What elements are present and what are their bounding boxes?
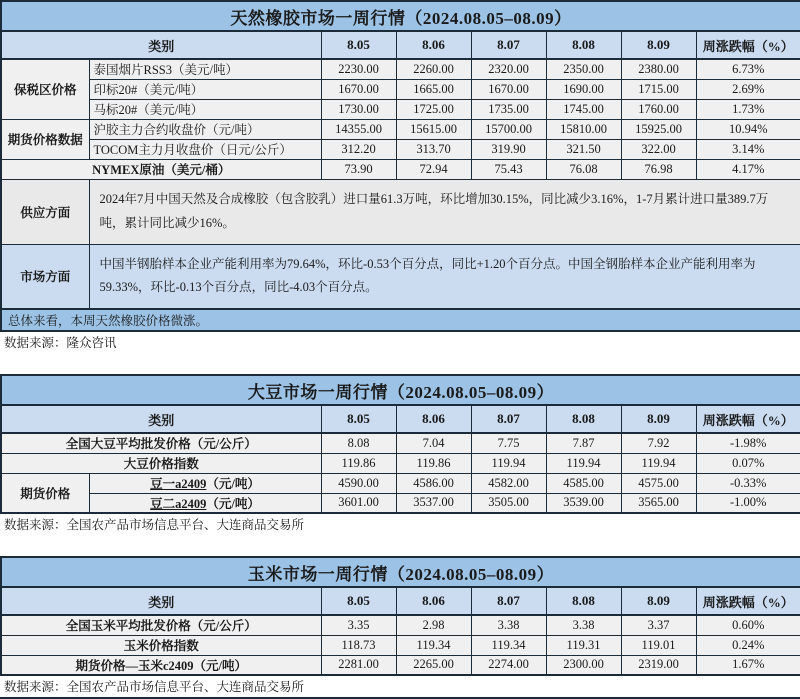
change-cell: 10.94%: [696, 119, 800, 139]
row-label: 全国玉米平均批发价格（元/公斤）: [1, 615, 321, 635]
column-header-date-5: 8.09: [621, 31, 696, 59]
change-cell: 6.73%: [696, 59, 800, 79]
change-cell: 1.73%: [696, 99, 800, 119]
column-header-date-4: 8.08: [546, 31, 621, 59]
table-row: [1, 119, 800, 139]
value-cell: 3537.00: [396, 493, 471, 513]
value-cell: 15615.00: [396, 119, 471, 139]
table-row: [1, 453, 800, 473]
table-row: [1, 59, 800, 79]
table-row: [1, 139, 800, 159]
value-cell: 119.31: [546, 635, 621, 655]
value-cell: 4586.00: [396, 473, 471, 493]
column-header-date-1: 8.05: [321, 31, 396, 59]
value-cell: 7.87: [546, 433, 621, 453]
value-cell: 1725.00: [396, 99, 471, 119]
value-cell: 313.70: [396, 139, 471, 159]
group-label-futures: 期货价格数据: [1, 119, 89, 159]
column-header-weekly-change: 周涨跌幅（%）: [696, 587, 800, 615]
row-label: 大豆价格指数: [1, 453, 321, 473]
row-label-unit: （元/吨）: [206, 496, 260, 511]
row-label: [89, 493, 321, 513]
change-cell: 2.69%: [696, 79, 800, 99]
value-cell: 322.00: [621, 139, 696, 159]
value-cell: 75.43: [471, 159, 546, 179]
row-label-nymex: NYMEX原油（美元/桶）: [1, 159, 321, 179]
column-header-date-1: 8.05: [321, 405, 396, 433]
value-cell: 15925.00: [621, 119, 696, 139]
group-label-futures: 期货价格: [1, 473, 89, 513]
value-cell: 119.94: [546, 453, 621, 473]
table-row: [1, 159, 800, 179]
value-cell: 2319.00: [621, 655, 696, 675]
change-cell: -0.33%: [696, 473, 800, 493]
change-cell: 0.60%: [696, 615, 800, 635]
change-cell: 0.24%: [696, 635, 800, 655]
column-header-date-4: 8.08: [546, 587, 621, 615]
column-header-date-5: 8.09: [621, 405, 696, 433]
soybean-table-title: 大豆市场一周行情（2024.08.05–08.09）: [1, 375, 800, 405]
value-cell: 72.94: [396, 159, 471, 179]
value-cell: 8.08: [321, 433, 396, 453]
table-row: [1, 79, 800, 99]
rubber-market-table: [0, 0, 800, 332]
table-row: [1, 615, 800, 635]
value-cell: 1670.00: [321, 79, 396, 99]
value-cell: 2380.00: [621, 59, 696, 79]
column-header-weekly-change: 周涨跌幅（%）: [696, 31, 800, 59]
value-cell: 119.86: [396, 453, 471, 473]
value-cell: 2260.00: [396, 59, 471, 79]
table-row: [1, 635, 800, 655]
value-cell: 118.73: [321, 635, 396, 655]
corn-source-note: 数据来源：全国农产品市场信息平台、大连商品交易所: [0, 676, 800, 699]
value-cell: 2265.00: [396, 655, 471, 675]
note-text-market: 中国半钢胎样本企业产能利用率为79.64%，环比-0.53个百分点，同比+1.20个百分点。中国全钢胎样本企业产能利用率为59.33%，环比-0.13个百分点，同比-4.03个百分点。: [89, 244, 800, 309]
value-cell: 119.94: [621, 453, 696, 473]
row-label: 全国大豆平均批发价格（元/公斤）: [1, 433, 321, 453]
value-cell: 1730.00: [321, 99, 396, 119]
value-cell: 4582.00: [471, 473, 546, 493]
value-cell: 3.35: [321, 615, 396, 635]
row-label-unit: （元/吨）: [206, 477, 260, 491]
value-cell: 7.75: [471, 433, 546, 453]
value-cell: 3601.00: [321, 493, 396, 513]
value-cell: 119.34: [471, 635, 546, 655]
market-note-row: [1, 244, 800, 309]
soybean-source-note: 数据来源：全国农产品市场信息平台、大连商品交易所: [0, 514, 800, 536]
column-header-date-2: 8.06: [396, 587, 471, 615]
value-cell: 1745.00: [546, 99, 621, 119]
value-cell: 73.90: [321, 159, 396, 179]
value-cell: 3539.00: [546, 493, 621, 513]
value-cell: 4585.00: [546, 473, 621, 493]
note-text-supply: 2024年7月中国天然及合成橡胶（包含胶乳）进口量61.3万吨，环比增加30.15%，同比减少3.16%，1-7月累计进口量389.7万吨，累计同比减少16%。: [89, 179, 800, 244]
row-label-contract: 豆一a2409: [150, 477, 207, 491]
value-cell: 2274.00: [471, 655, 546, 675]
value-cell: 1735.00: [471, 99, 546, 119]
value-cell: 119.94: [471, 453, 546, 473]
change-cell: -1.00%: [696, 493, 800, 513]
value-cell: 15700.00: [471, 119, 546, 139]
column-header-date-3: 8.07: [471, 31, 546, 59]
value-cell: 312.20: [321, 139, 396, 159]
column-header-category: 类别: [1, 405, 321, 433]
column-header-weekly-change: 周涨跌幅（%）: [696, 405, 800, 433]
value-cell: 119.01: [621, 635, 696, 655]
table-row: [1, 493, 800, 513]
row-label-contract: 豆二a2409: [150, 496, 207, 511]
value-cell: 15810.00: [546, 119, 621, 139]
row-label: 玉米价格指数: [1, 635, 321, 655]
value-cell: 3.37: [621, 615, 696, 635]
value-cell: 7.04: [396, 433, 471, 453]
value-cell: 2320.00: [471, 59, 546, 79]
supply-note-row: [1, 179, 800, 244]
value-cell: 119.34: [396, 635, 471, 655]
value-cell: 2.98: [396, 615, 471, 635]
value-cell: 2230.00: [321, 59, 396, 79]
change-cell: -1.98%: [696, 433, 800, 453]
value-cell: 1670.00: [471, 79, 546, 99]
column-header-date-2: 8.06: [396, 31, 471, 59]
value-cell: 2350.00: [546, 59, 621, 79]
value-cell: 14355.00: [321, 119, 396, 139]
change-cell: 1.67%: [696, 655, 800, 675]
value-cell: 76.98: [621, 159, 696, 179]
value-cell: 3.38: [546, 615, 621, 635]
table-row: [1, 473, 800, 493]
change-cell: 3.14%: [696, 139, 800, 159]
value-cell: 1665.00: [396, 79, 471, 99]
note-label-supply: 供应方面: [1, 179, 89, 244]
soybean-market-table: [0, 374, 800, 514]
value-cell: 3505.00: [471, 493, 546, 513]
corn-table-title: 玉米市场一周行情（2024.08.05–08.09）: [1, 557, 800, 587]
table-row: [1, 99, 800, 119]
row-label: [89, 473, 321, 493]
value-cell: 76.08: [546, 159, 621, 179]
table-row: [1, 655, 800, 675]
column-header-date-5: 8.09: [621, 587, 696, 615]
change-cell: 0.07%: [696, 453, 800, 473]
value-cell: 4575.00: [621, 473, 696, 493]
column-header-date-1: 8.05: [321, 587, 396, 615]
value-cell: 3.38: [471, 615, 546, 635]
value-cell: 119.86: [321, 453, 396, 473]
rubber-source-note: 数据来源：隆众咨讯: [0, 332, 800, 354]
column-header-date-3: 8.07: [471, 587, 546, 615]
column-header-date-4: 8.08: [546, 405, 621, 433]
change-cell: 4.17%: [696, 159, 800, 179]
column-header-date-3: 8.07: [471, 405, 546, 433]
value-cell: 1760.00: [621, 99, 696, 119]
row-label: 期货价格—玉米c2409（元/吨）: [1, 655, 321, 675]
column-header-date-2: 8.06: [396, 405, 471, 433]
row-label: 泰国烟片RSS3（美元/吨）: [89, 59, 321, 79]
column-header-category: 类别: [1, 31, 321, 59]
table-row: [1, 433, 800, 453]
row-label: 马标20#（美元/吨）: [89, 99, 321, 119]
value-cell: 319.90: [471, 139, 546, 159]
value-cell: 2300.00: [546, 655, 621, 675]
value-cell: 2281.00: [321, 655, 396, 675]
summary-text: 总体来看，本周天然橡胶价格微涨。: [1, 309, 800, 331]
note-label-market: 市场方面: [1, 244, 89, 309]
row-label: 印标20#（美元/吨）: [89, 79, 321, 99]
row-label: TOCOM主力月收盘价（日元/公斤）: [89, 139, 321, 159]
value-cell: 3565.00: [621, 493, 696, 513]
value-cell: 1690.00: [546, 79, 621, 99]
rubber-table-title: 天然橡胶市场一周行情（2024.08.05–08.09）: [1, 1, 800, 31]
summary-row: [1, 309, 800, 331]
value-cell: 321.50: [546, 139, 621, 159]
column-header-category: 类别: [1, 587, 321, 615]
corn-market-table: [0, 556, 800, 676]
value-cell: 7.92: [621, 433, 696, 453]
group-label-bonded-zone: 保税区价格: [1, 59, 89, 119]
row-label: 沪胶主力合约收盘价（元/吨）: [89, 119, 321, 139]
value-cell: 4590.00: [321, 473, 396, 493]
value-cell: 1715.00: [621, 79, 696, 99]
